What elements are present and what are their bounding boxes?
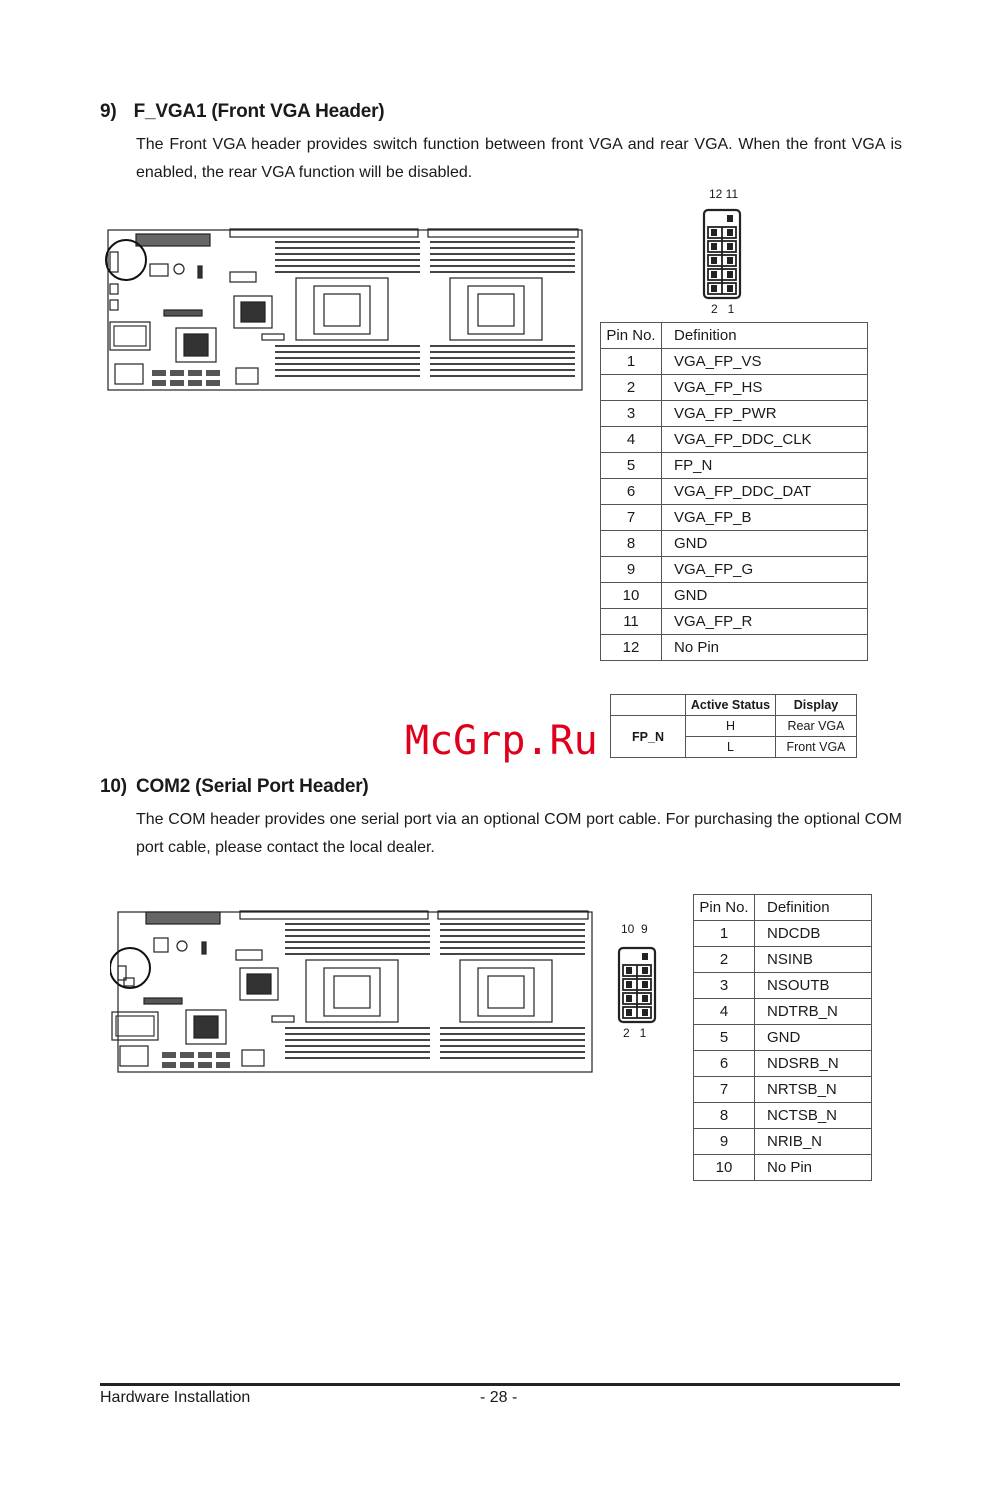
pin-definition: FP_N xyxy=(662,453,868,479)
pin-definition: No Pin xyxy=(662,635,868,661)
table-row xyxy=(694,947,872,973)
column-header-definition: Definition xyxy=(755,895,872,921)
section-10-number: 10) xyxy=(100,776,127,797)
pin-number: 1 xyxy=(601,349,662,375)
pin-number: 8 xyxy=(601,531,662,557)
empty-corner-cell xyxy=(611,695,686,716)
table-row xyxy=(601,635,868,661)
table-row xyxy=(601,349,868,375)
table-row xyxy=(694,1051,872,1077)
footer-rule xyxy=(100,1383,900,1386)
status-value: H xyxy=(686,716,776,737)
table-header-row xyxy=(601,323,868,349)
pin-number: 9 xyxy=(694,1129,755,1155)
section-9-description: The Front VGA header provides switch function between front VGA and rear VGA. When the front VGA is enabled, the rear VGA function will be disabled. xyxy=(136,136,902,181)
com2-connector-icon xyxy=(617,946,657,1024)
pin-number: 5 xyxy=(694,1025,755,1051)
signal-name: FP_N xyxy=(611,716,686,758)
f-vga1-location-marker xyxy=(106,240,146,280)
table-row xyxy=(694,1103,872,1129)
table-row xyxy=(601,479,868,505)
section-10-heading xyxy=(100,776,369,798)
pin-definition: NCTSB_N xyxy=(755,1103,872,1129)
motherboard-diagram-2 xyxy=(110,904,596,1076)
connector-1-bottom-label: 2 1 xyxy=(711,302,735,316)
table-row xyxy=(601,505,868,531)
motherboard-diagram-1 xyxy=(100,222,586,394)
column-header-display: Display xyxy=(776,695,857,716)
pin-definition: VGA_FP_VS xyxy=(662,349,868,375)
column-header-active-status: Active Status xyxy=(686,695,776,716)
pin-number: 10 xyxy=(694,1155,755,1181)
table-header-row xyxy=(694,895,872,921)
display-value: Rear VGA xyxy=(776,716,857,737)
connector-2-top-label: 10 9 xyxy=(621,922,648,936)
f-vga1-connector-icon xyxy=(702,208,742,300)
pin-definition: NSINB xyxy=(755,947,872,973)
pin-definition: No Pin xyxy=(755,1155,872,1181)
table-row xyxy=(694,1129,872,1155)
table-row xyxy=(601,557,868,583)
status-value: L xyxy=(686,737,776,758)
table-row xyxy=(601,453,868,479)
pin-definition: VGA_FP_B xyxy=(662,505,868,531)
table-row xyxy=(601,427,868,453)
footer-section-name: Hardware Installation xyxy=(100,1389,251,1406)
pin-definition: VGA_FP_R xyxy=(662,609,868,635)
pin-number: 3 xyxy=(601,401,662,427)
pin-definition: VGA_FP_PWR xyxy=(662,401,868,427)
pin-definition: VGA_FP_DDC_CLK xyxy=(662,427,868,453)
section-10-description: The COM header provides one serial port via an optional COM port cable. For purchasing the optional COM port cable, please contact the local dealer. xyxy=(136,811,902,856)
pin-definition: NRIB_N xyxy=(755,1129,872,1155)
pin-number: 1 xyxy=(694,921,755,947)
pin-number: 10 xyxy=(601,583,662,609)
display-value: Front VGA xyxy=(776,737,857,758)
pin-number: 3 xyxy=(694,973,755,999)
pin-number: 4 xyxy=(694,999,755,1025)
column-header-definition: Definition xyxy=(662,323,868,349)
pin-number: 6 xyxy=(601,479,662,505)
connector-1-top-label: 12 11 xyxy=(709,187,739,201)
pin-number: 7 xyxy=(694,1077,755,1103)
pin-definition: GND xyxy=(662,531,868,557)
pin-definition: VGA_FP_DDC_DAT xyxy=(662,479,868,505)
f-vga1-pin-table xyxy=(600,322,868,661)
pin-definition: NRTSB_N xyxy=(755,1077,872,1103)
fp-n-status-table xyxy=(610,694,857,758)
pin-definition: NSOUTB xyxy=(755,973,872,999)
pin-definition: NDCDB xyxy=(755,921,872,947)
pin-number: 9 xyxy=(601,557,662,583)
table-row xyxy=(694,999,872,1025)
com2-location-marker xyxy=(110,948,150,988)
watermark-text: McGrp.Ru xyxy=(405,718,598,764)
section-9-title: F_VGA1 (Front VGA Header) xyxy=(133,101,385,122)
pin-number: 6 xyxy=(694,1051,755,1077)
section-9-heading xyxy=(100,101,384,123)
table-header-row xyxy=(611,695,857,716)
table-row xyxy=(601,531,868,557)
table-row xyxy=(694,1077,872,1103)
pin-number: 5 xyxy=(601,453,662,479)
pin-number: 7 xyxy=(601,505,662,531)
table-row xyxy=(694,1025,872,1051)
pin-number: 12 xyxy=(601,635,662,661)
column-header-pin: Pin No. xyxy=(601,323,662,349)
pin-definition: GND xyxy=(755,1025,872,1051)
column-header-pin: Pin No. xyxy=(694,895,755,921)
connector-2-bottom-label: 2 1 xyxy=(623,1026,647,1040)
page-number: - 28 - xyxy=(480,1389,518,1406)
pin-number: 8 xyxy=(694,1103,755,1129)
table-row xyxy=(694,1155,872,1181)
com2-pin-table xyxy=(693,894,872,1181)
section-9-number: 9) xyxy=(100,101,117,122)
pin-definition: VGA_FP_HS xyxy=(662,375,868,401)
table-row xyxy=(611,716,857,737)
pin-definition: GND xyxy=(662,583,868,609)
table-row xyxy=(601,375,868,401)
pin-definition: NDTRB_N xyxy=(755,999,872,1025)
table-row xyxy=(601,609,868,635)
pin-definition: VGA_FP_G xyxy=(662,557,868,583)
pin-definition: NDSRB_N xyxy=(755,1051,872,1077)
section-10-title: COM2 (Serial Port Header) xyxy=(135,776,369,797)
pin-number: 4 xyxy=(601,427,662,453)
pin-number: 2 xyxy=(601,375,662,401)
table-row xyxy=(601,401,868,427)
table-row xyxy=(601,583,868,609)
pin-number: 2 xyxy=(694,947,755,973)
table-row xyxy=(694,921,872,947)
table-row xyxy=(694,973,872,999)
pin-number: 11 xyxy=(601,609,662,635)
